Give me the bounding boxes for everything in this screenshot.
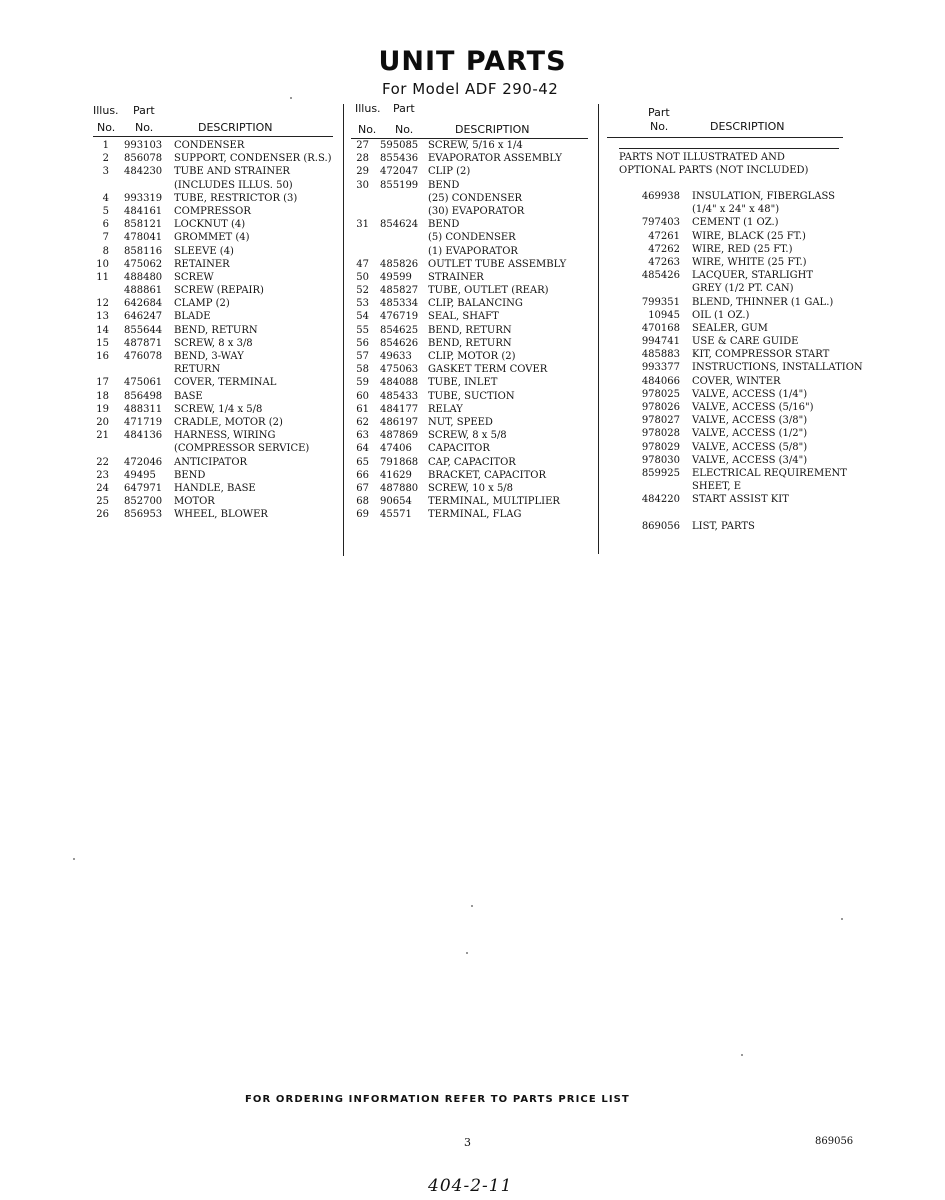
illus-number: 2 (102, 153, 109, 165)
part-description: VALVE, ACCESS (5/8") (692, 441, 808, 453)
part-description: (30) EVAPORATOR (428, 205, 525, 217)
part-description: VALVE, ACCESS (3/4") (692, 454, 808, 466)
part-description: VALVE, ACCESS (1/2") (692, 428, 808, 440)
scan-speck (471, 905, 473, 907)
part-description: HARNESS, WIRING (174, 430, 276, 442)
part-number: 799351 (641, 296, 680, 308)
illus-number: 56 (356, 337, 369, 349)
not-illustrated-note-line-1: PARTS NOT ILLUSTRATED AND (619, 152, 785, 163)
part-number: 852700 (124, 496, 163, 508)
part-number: 47406 (380, 443, 412, 455)
part-description: TUBE, OUTLET (REAR) (428, 285, 549, 297)
part-description: TERMINAL, FLAG (428, 509, 522, 521)
part-description: TUBE AND STRAINER (174, 166, 290, 178)
part-number: 41629 (380, 469, 412, 481)
part-description: INSULATION, FIBERGLASS (692, 191, 836, 202)
part-description: SHEET, E (692, 481, 742, 493)
part-description: USE & CARE GUIDE (692, 336, 799, 348)
scan-speck (466, 952, 468, 954)
part-description: GROMMET (4) (174, 232, 250, 244)
part-number: 10945 (648, 309, 680, 321)
illus-number: 59 (356, 377, 369, 389)
part-description: WHEEL, BLOWER (174, 509, 268, 521)
part-number: 485433 (380, 390, 419, 402)
part-description: BLADE (174, 311, 211, 323)
illus-number: 26 (96, 509, 109, 521)
handwritten-note: 404-2-11 (428, 1176, 513, 1196)
part-number: 978029 (641, 441, 680, 453)
col3-header-rule (607, 137, 843, 138)
part-number: 484136 (124, 430, 163, 442)
part-description: SUPPORT, CONDENSER (R.S.) (174, 153, 332, 165)
part-description: HANDLE, BASE (174, 482, 256, 494)
part-number: 869056 (641, 520, 680, 532)
part-number: 854626 (380, 337, 419, 349)
illus-number: 4 (102, 192, 109, 204)
part-number: 49599 (380, 271, 412, 283)
part-number: 485334 (380, 298, 419, 310)
part-number: 855436 (380, 153, 419, 165)
illus-number: 28 (356, 153, 369, 165)
illus-number: 15 (96, 337, 109, 349)
illus-number: 18 (96, 390, 109, 402)
part-number: 475063 (380, 364, 419, 376)
illus-number: 19 (96, 403, 109, 415)
col1-header-rule (93, 136, 333, 137)
part-number: 487880 (380, 482, 419, 494)
illus-number: 25 (96, 496, 109, 508)
illus-number: 66 (356, 469, 369, 481)
part-description: BEND (428, 179, 460, 191)
illus-number: 23 (96, 469, 109, 481)
part-description: OUTLET TUBE ASSEMBLY (428, 258, 567, 270)
part-description: TUBE, INLET (428, 377, 498, 389)
part-description: TERMINAL, MULTIPLIER (428, 496, 560, 508)
illus-number: 8 (102, 245, 109, 257)
part-number: 978028 (641, 428, 680, 440)
illus-number: 5 (102, 205, 109, 217)
part-number: 854624 (380, 219, 419, 231)
illus-number: 13 (96, 311, 109, 323)
part-number: 859925 (641, 467, 680, 479)
part-description: VALVE, ACCESS (1/4") (692, 388, 808, 400)
part-description: SCREW, 5/16 x 1/4 (428, 140, 523, 151)
part-number: 484177 (380, 403, 419, 415)
part-number: 472047 (380, 166, 419, 178)
illus-number: 3 (102, 166, 109, 178)
part-number: 472046 (124, 456, 163, 468)
part-description: GASKET TERM COVER (428, 364, 548, 376)
part-description: RELAY (428, 403, 463, 415)
part-number: 476719 (380, 311, 419, 323)
part-description: SEAL, SHAFT (428, 311, 499, 323)
part-number: 45571 (380, 509, 412, 521)
illus-number: 65 (356, 456, 369, 468)
column-divider-1 (343, 104, 344, 556)
scan-speck (290, 97, 292, 99)
illus-number: 60 (356, 390, 369, 402)
part-number: 469938 (641, 191, 680, 202)
part-number: 47262 (648, 243, 680, 255)
part-number: 646247 (124, 311, 163, 323)
part-description: BASE (174, 390, 203, 402)
illus-number: 50 (356, 271, 369, 283)
illus-number: 20 (96, 416, 109, 428)
illus-number: 61 (356, 403, 369, 415)
part-number: 856078 (124, 153, 163, 165)
illus-number: 52 (356, 285, 369, 297)
col3-description-header: DESCRIPTION (710, 120, 785, 133)
part-number: 642684 (124, 298, 163, 310)
part-description: SLEEVE (4) (174, 245, 234, 257)
scan-speck (73, 858, 75, 860)
part-number: 485827 (380, 285, 419, 297)
part-description: NUT, SPEED (428, 416, 493, 428)
part-description: (COMPRESSOR SERVICE) (174, 443, 310, 455)
part-description: (25) CONDENSER (428, 192, 523, 204)
part-number: 49495 (124, 469, 156, 481)
part-number: 484161 (124, 205, 163, 217)
part-description: GREY (1/2 PT. CAN) (692, 283, 794, 295)
col3-part-header: Part (648, 106, 670, 119)
part-description: SCREW, 8 x 3/8 (174, 337, 253, 349)
part-number: 478041 (124, 232, 163, 244)
part-number: 476078 (124, 351, 163, 362)
part-description: BEND, RETURN (428, 324, 512, 336)
illus-number: 63 (356, 430, 369, 442)
document-number: 869056 (815, 1136, 854, 1147)
part-description: LOCKNUT (4) (174, 219, 246, 231)
part-description: BRACKET, CAPACITOR (428, 469, 546, 481)
illus-number: 17 (96, 377, 109, 389)
col2-part-no-header: No. (395, 123, 414, 136)
part-number: 993103 (124, 140, 163, 151)
part-number: 475062 (124, 258, 163, 270)
col1-illus-header: Illus. (93, 104, 119, 117)
part-number: 856498 (124, 390, 163, 402)
part-number: 488861 (124, 285, 163, 297)
part-number: 47261 (648, 230, 680, 242)
illus-number: 7 (102, 232, 109, 244)
column-divider-2 (598, 104, 599, 554)
part-number: 471719 (124, 416, 163, 428)
part-description: BEND, 3-WAY (174, 351, 244, 362)
illus-number: 69 (356, 509, 369, 521)
part-description: (5) CONDENSER (428, 232, 516, 244)
page-title: UNIT PARTS (378, 46, 567, 77)
part-number: 484088 (380, 377, 419, 389)
part-description: ANTICIPATOR (174, 456, 248, 468)
illus-number: 62 (356, 416, 369, 428)
part-description: WIRE, BLACK (25 FT.) (692, 230, 806, 242)
part-description: COVER, WINTER (692, 375, 781, 387)
part-description: SCREW (174, 271, 214, 283)
part-description: ELECTRICAL REQUIREMENT (692, 467, 847, 479)
part-description: SEALER, GUM (692, 322, 768, 334)
part-number: 485883 (641, 349, 680, 361)
col2-part-header: Part (393, 102, 415, 115)
part-description: (INCLUDES ILLUS. 50) (174, 179, 293, 191)
part-description: CLIP, MOTOR (2) (428, 351, 516, 362)
part-number: 854625 (380, 324, 419, 336)
illus-number: 29 (356, 166, 369, 178)
part-description: CLAMP (2) (174, 298, 230, 310)
part-number: 797403 (641, 217, 680, 229)
part-description: VALVE, ACCESS (5/16") (692, 402, 814, 413)
col1-no-header: No. (97, 121, 116, 134)
part-number: 858116 (124, 245, 163, 257)
part-number: 488311 (124, 403, 163, 415)
part-description: START ASSIST KIT (692, 494, 789, 506)
part-description: MOTOR (174, 496, 215, 508)
col2-illus-header: Illus. (355, 102, 381, 115)
part-description: SCREW, 8 x 5/8 (428, 430, 507, 442)
part-number: 791868 (380, 456, 419, 468)
part-number: 484230 (124, 166, 163, 178)
part-number: 470168 (641, 322, 680, 334)
scan-speck (841, 918, 843, 920)
col3-note-rule (619, 148, 839, 149)
part-description: SCREW, 10 x 5/8 (428, 482, 514, 494)
part-number: 855644 (124, 324, 163, 336)
part-description: COVER, TERMINAL (174, 377, 277, 389)
part-description: TUBE, RESTRICTOR (3) (174, 192, 298, 204)
part-number: 475061 (124, 377, 163, 389)
model-subtitle: For Model ADF 290-42 (382, 80, 559, 98)
illus-number: 55 (356, 324, 369, 336)
part-number: 485426 (641, 270, 680, 282)
part-number: 486197 (380, 416, 419, 428)
part-description: CAP, CAPACITOR (428, 456, 516, 468)
illus-number: 21 (96, 430, 109, 442)
part-description: KIT, COMPRESSOR START (692, 349, 830, 361)
illus-number: 53 (356, 298, 369, 310)
part-description: RETURN (174, 364, 221, 376)
part-number: 487871 (124, 337, 163, 349)
part-number: 993377 (641, 362, 680, 374)
ordering-info-footer: FOR ORDERING INFORMATION REFER TO PARTS PRICE LIST (245, 1094, 630, 1105)
illus-number: 1 (102, 140, 109, 151)
illus-number: 64 (356, 443, 369, 455)
part-description: BEND, RETURN (428, 337, 512, 349)
col1-part-header: Part (133, 104, 155, 117)
illus-number: 14 (96, 324, 109, 336)
part-number: 484220 (641, 494, 680, 506)
part-description: LACQUER, STARLIGHT (692, 270, 814, 282)
part-number: 647971 (124, 482, 163, 494)
part-description: CAPACITOR (428, 443, 490, 455)
illus-number: 31 (356, 219, 369, 231)
illus-number: 68 (356, 496, 369, 508)
part-number: 90654 (380, 496, 412, 508)
part-number: 488480 (124, 271, 163, 283)
part-number: 595085 (380, 140, 419, 151)
illus-number: 12 (96, 298, 109, 310)
illus-number: 22 (96, 456, 109, 468)
part-description: BEND, RETURN (174, 324, 258, 336)
part-description: (1) EVAPORATOR (428, 245, 518, 257)
part-description: CLIP (2) (428, 166, 471, 178)
part-number: 855199 (380, 179, 419, 191)
col1-description-header: DESCRIPTION (198, 121, 273, 134)
part-description: STRAINER (428, 271, 484, 283)
part-description: BEND (174, 469, 206, 481)
part-description: OIL (1 OZ.) (692, 309, 750, 321)
part-description: CEMENT (1 OZ.) (692, 217, 779, 229)
part-description: CLIP, BALANCING (428, 298, 523, 310)
illus-number: 24 (96, 482, 109, 494)
part-number: 484066 (641, 375, 680, 387)
part-number: 47263 (648, 256, 680, 268)
illus-number: 11 (96, 271, 109, 283)
illus-number: 6 (102, 219, 109, 231)
part-number: 487869 (380, 430, 419, 442)
illus-number: 47 (356, 258, 369, 270)
part-description: WIRE, RED (25 FT.) (692, 243, 793, 255)
part-description: CRADLE, MOTOR (2) (174, 416, 283, 428)
part-description: SCREW, 1/4 x 5/8 (174, 403, 263, 415)
part-number: 978027 (641, 415, 680, 427)
part-number: 994741 (641, 336, 680, 348)
part-number: 978026 (641, 402, 680, 413)
part-description: LIST, PARTS (692, 520, 755, 532)
illus-number: 58 (356, 364, 369, 376)
part-number: 978030 (641, 454, 680, 466)
part-number: 993319 (124, 192, 163, 204)
part-number: 978025 (641, 388, 680, 400)
part-description: COMPRESSOR (174, 205, 251, 217)
part-description: INSTRUCTIONS, INSTALLATION (692, 362, 863, 374)
part-description: EVAPORATOR ASSEMBLY (428, 153, 563, 165)
col2-no-header: No. (358, 123, 377, 136)
part-description: RETAINER (174, 258, 230, 270)
col3-no-header: No. (650, 120, 669, 133)
illus-number: 57 (356, 351, 369, 362)
illus-number: 16 (96, 351, 109, 362)
page-number: 3 (464, 1136, 471, 1149)
part-description: BEND (428, 219, 460, 231)
illus-number: 30 (356, 179, 369, 191)
illus-number: 54 (356, 311, 369, 323)
part-number: 49633 (380, 351, 412, 362)
illus-number: 67 (356, 482, 369, 494)
part-description: TUBE, SUCTION (428, 390, 515, 402)
part-description: VALVE, ACCESS (3/8") (692, 415, 808, 427)
part-description: CONDENSER (174, 140, 245, 151)
part-description: SCREW (REPAIR) (174, 285, 264, 297)
not-illustrated-note-line-2: OPTIONAL PARTS (NOT INCLUDED) (619, 165, 809, 176)
part-description: BLEND, THINNER (1 GAL.) (692, 296, 834, 308)
col1-part-no-header: No. (135, 121, 154, 134)
illus-number: 10 (96, 258, 109, 270)
part-description: (1/4" x 24" x 48") (692, 204, 780, 216)
part-number: 485826 (380, 258, 419, 270)
part-number: 858121 (124, 219, 163, 231)
illus-number: 27 (356, 140, 369, 151)
scan-speck (741, 1054, 743, 1056)
part-description: WIRE, WHITE (25 FT.) (692, 256, 807, 268)
col2-description-header: DESCRIPTION (455, 123, 530, 136)
part-number: 856953 (124, 509, 163, 521)
